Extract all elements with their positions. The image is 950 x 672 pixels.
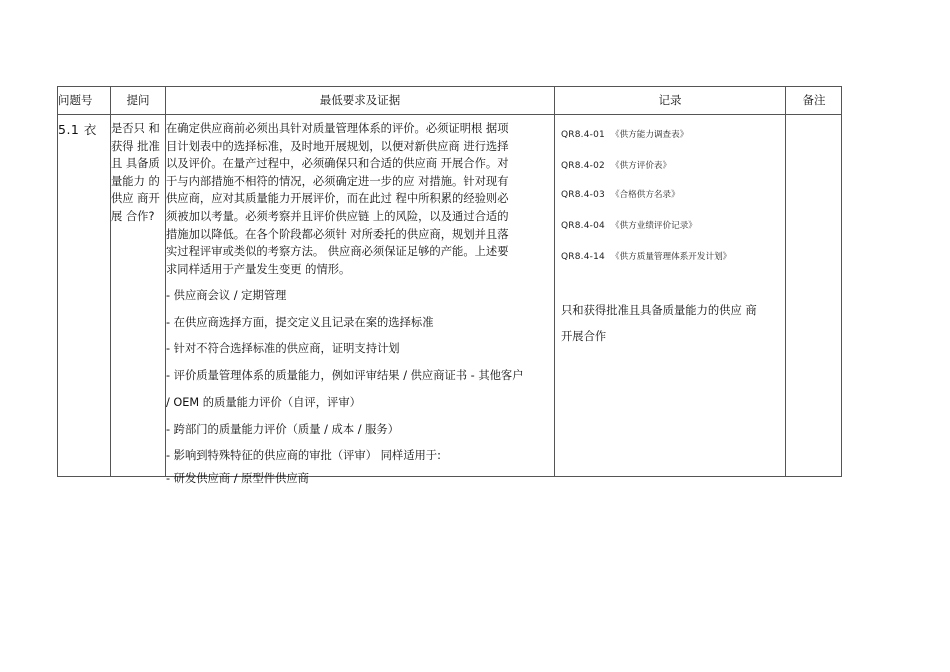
records-note-line: 开展合作 [561,330,607,343]
requirement-line: 于与内部措施不相符的情况，必须确定进一步的应 对措施。针对现有 [166,174,509,188]
requirement-line: 目计划表中的选择标准，及时地开展规划，以便对新供应商 进行选择 [166,139,509,153]
question-text [111,120,165,225]
table-right-border [841,86,842,477]
col-divider-3 [554,86,555,477]
evidence-bullet: - 影响到特殊特征的供应商的审批（评审） 同样适用于: [166,449,441,462]
record-code: QR8.4-03 [561,190,605,200]
requirement-line: 以及评价。在量产过程中，必须确保只和合适的供应商 开展合作。对 [166,157,509,171]
evidence-bullet: - 研发供应商 / 原型件供应商 [166,472,309,485]
question-line: 展 合作? [111,209,155,223]
col-divider-4 [785,86,786,477]
record-item [561,188,680,200]
record-code: QR8.4-01 [561,130,605,140]
requirement-line: 求同样适用于产量发生变更 的情形。 [166,262,351,276]
evidence-bullet: - 在供应商选择方面，提交定义且记录在案的选择标准 [166,316,434,329]
header-remarks: 备注 [802,93,826,107]
requirement-line: 在确定供应商前必须出具针对质量管理体系的评价。必须证明根 据项 [166,122,509,135]
record-name: 《供方能力调查表》 [610,130,689,140]
record-item [561,159,671,171]
record-code: QR8.4-02 [561,161,605,171]
evidence-bullet: - 评价质量管理体系的质量能力，例如评审结果 / 供应商证书 - 其他客户 [166,369,524,382]
records-note [561,298,783,350]
record-name: 《合格供方名录》 [610,190,680,200]
header-bottom-border [57,114,842,115]
record-name: 《供方评价表》 [610,161,672,171]
header-question: 提问 [126,93,150,107]
question-line: 量能力 的 [111,174,160,188]
record-name: 《供方质量管理体系开发计划》 [610,252,732,262]
question-line: 供应 商开 [111,192,160,205]
requirement-line: 实过程评审或类似的考察方法。 供应商必须保证足够的产能。上述要 [166,245,509,259]
record-code: QR8.4-04 [561,221,605,231]
evidence-bullet: - 针对不符合选择标准的供应商，证明支持计划 [166,342,400,355]
header-records: 记录 [658,93,682,107]
header-question-no: 问题号 [58,93,93,107]
question-number: 5.1 衣 [58,122,97,137]
record-item [561,219,697,231]
record-code: QR8.4-14 [561,252,605,262]
question-line: 是否只 和 [111,122,160,135]
requirement-line: 须被加以考量。必须考察并且评价供应链 上的风险，以及通过合适的 [166,209,509,223]
record-item [561,128,688,140]
record-item [561,250,731,262]
question-line: 获得 批准 [111,139,160,153]
requirement-line: 供应商，应对其质量能力开展评价，而在此过 程中所积累的经验则必 [166,192,509,206]
record-name: 《供方业绩评价记录》 [610,221,697,231]
requirement-line: 措施加以降低。在各个阶段都必须针 对所委托的供应商，规划并且落 [166,227,509,241]
header-requirements: 最低要求及证据 [319,93,401,107]
records-note-line: 只和获得批准且具备质量能力的供应 商 [561,304,757,317]
table-left-border [57,86,58,477]
question-line: 且 具备质 [111,157,160,170]
evidence-bullet: / OEM 的质量能力评价（自评，评审） [166,396,361,409]
evidence-bullet: - 跨部门的质量能力评价（质量 / 成本 / 服务） [166,423,399,436]
requirements-paragraph [166,120,554,278]
evidence-bullet: - 供应商会议 / 定期管理 [166,289,287,302]
